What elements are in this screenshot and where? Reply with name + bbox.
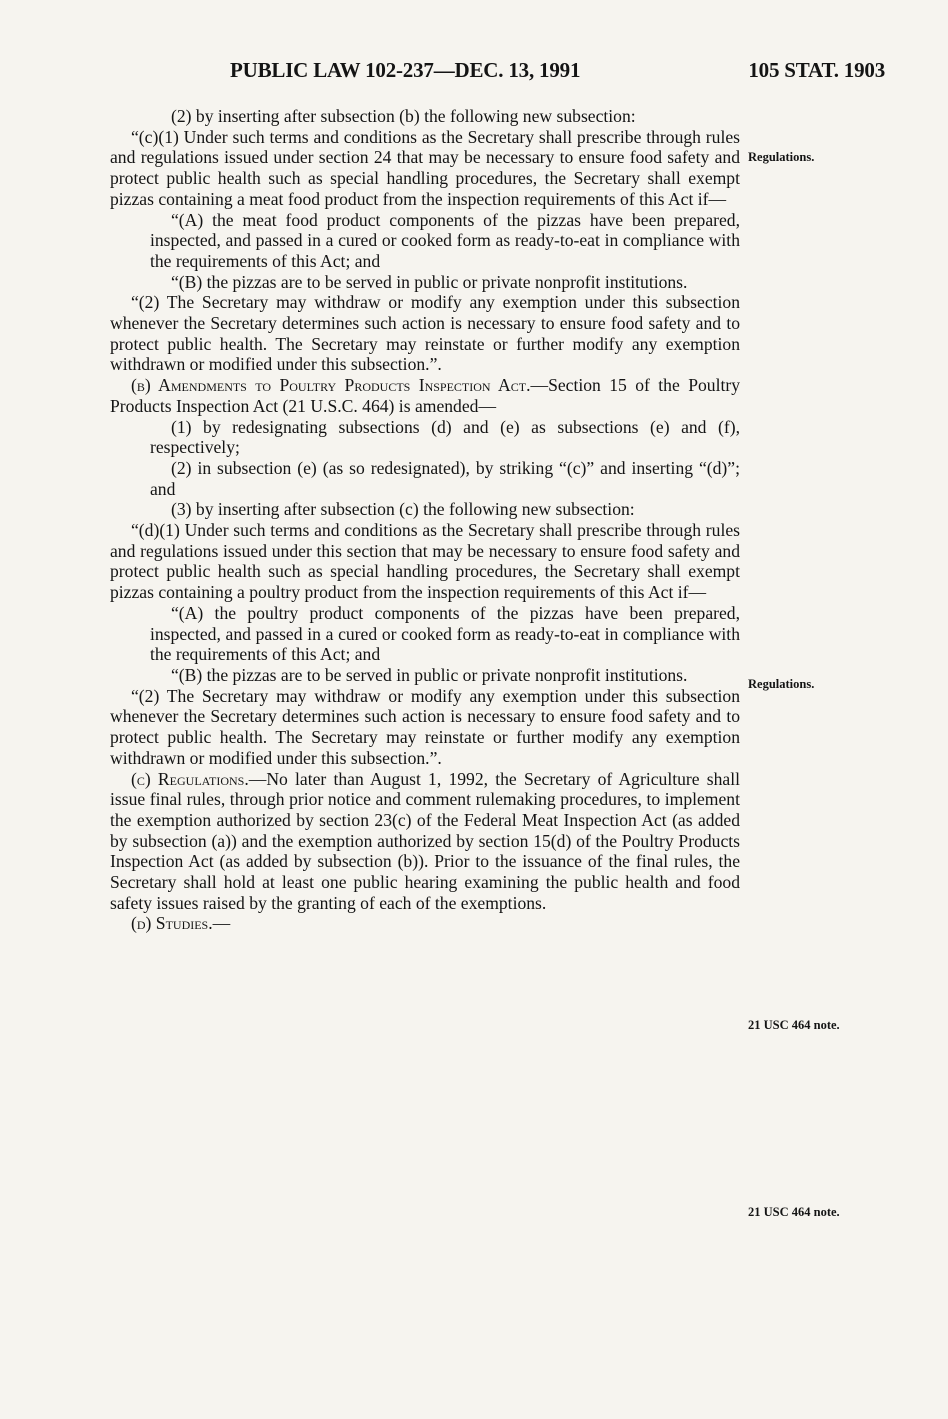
section-text: —No later than August 1, 1992, the Secretary of Agriculture shall issue final rules, through prior notice and comment rulemaking procedures, to implement the exemption authorized by section 23(c) of the Federal Meat Inspection Act (as added by subsection (a)) and the exemption authorized by section 15(d) of the Poultry Products Inspection Act (as added by subsection (b)). Prior to the issuance of the final rules, the Secretary shall hold at least one public hearing examining the public health and food safety issues raised by the granting of each of the exemptions. bbox=[110, 768, 740, 913]
statute-page-number: 105 STAT. 1903 bbox=[748, 58, 885, 82]
section-text: —Section 15 of the Poultry Products Inspection Act (21 U.S.C. 464) is amended— bbox=[110, 375, 741, 416]
paragraph: “(c)(1) Under such terms and conditions as the Secretary shall prescribe through rules and regulations issued under section 24 that may be necessary to ensure food safety and protect public health such as special handling procedures, the Secretary shall exempt pizzas containing a meat food product from the inspection requirements of this Act if— bbox=[110, 126, 740, 209]
paragraph: (2) in subsection (e) (as so redesignated), by striking “(c)” and inserting “(d)”; and bbox=[150, 457, 740, 499]
law-title: PUBLIC LAW 102-237—DEC. 13, 1991 bbox=[230, 58, 581, 82]
page-header bbox=[110, 58, 885, 88]
margin-note-usc-2: 21 USC 464 note. bbox=[748, 1205, 840, 1219]
paragraph: “(B) the pizzas are to be served in public or private nonprofit institutions. bbox=[171, 664, 688, 685]
margin-note-regulations-1: Regulations. bbox=[748, 150, 815, 164]
paragraph: (1) by redesignating subsections (d) and (e) as subsections (e) and (f), respectively; bbox=[150, 416, 740, 458]
paragraph bbox=[110, 769, 740, 914]
paragraph: “(B) the pizzas are to be served in public or private nonprofit institutions. bbox=[171, 271, 688, 292]
section-heading: (b) Amendments to Poultry Products Inspection Act. bbox=[131, 375, 531, 396]
margin-note-usc-1: 21 USC 464 note. bbox=[748, 1018, 840, 1032]
paragraph bbox=[110, 375, 740, 416]
section-heading: (c) Regulations. bbox=[131, 768, 249, 789]
paragraph: “(A) the poultry product components of the pizzas have been prepared, inspected, and passed in a cured or cooked form as ready-to-eat in compliance with the requirements of this Act; and bbox=[150, 602, 740, 665]
document-body bbox=[110, 106, 740, 934]
paragraph: “(A) the meat food product components of the pizzas have been prepared, inspected, and passed in a cured or cooked form as ready-to-eat in compliance with the requirements of this Act; and bbox=[150, 209, 740, 271]
section-text: — bbox=[212, 913, 231, 934]
paragraph bbox=[110, 913, 740, 934]
paragraph: “(2) The Secretary may withdraw or modify any exemption under this subsection whenever the Secretary determines such action is necessary to ensure food safety and to protect public health. The Secretary may reinstate or further modify any exemption withdrawn or modified under this subsection.”. bbox=[110, 685, 740, 768]
margin-note-regulations-2: Regulations. bbox=[748, 677, 815, 691]
section-heading: (d) Studies. bbox=[131, 913, 213, 934]
paragraph: (2) by inserting after subsection (b) the following new subsection: bbox=[171, 106, 636, 126]
paragraph: “(d)(1) Under such terms and conditions as the Secretary shall prescribe through rules and regulations issued under this section that may be necessary to ensure food safety and protect public health such as special handling procedures, the Secretary shall exempt pizzas containing a poultry product from the inspection requirements of this Act if— bbox=[110, 520, 740, 603]
paragraph: (3) by inserting after subsection (c) the following new subsection: bbox=[171, 499, 635, 520]
paragraph: “(2) The Secretary may withdraw or modify any exemption under this subsection whenever the Secretary determines such action is necessary to ensure food safety and to protect public health. The Secretary may reinstate or further modify any exemption withdrawn or modified under this subsection.”. bbox=[110, 292, 740, 375]
